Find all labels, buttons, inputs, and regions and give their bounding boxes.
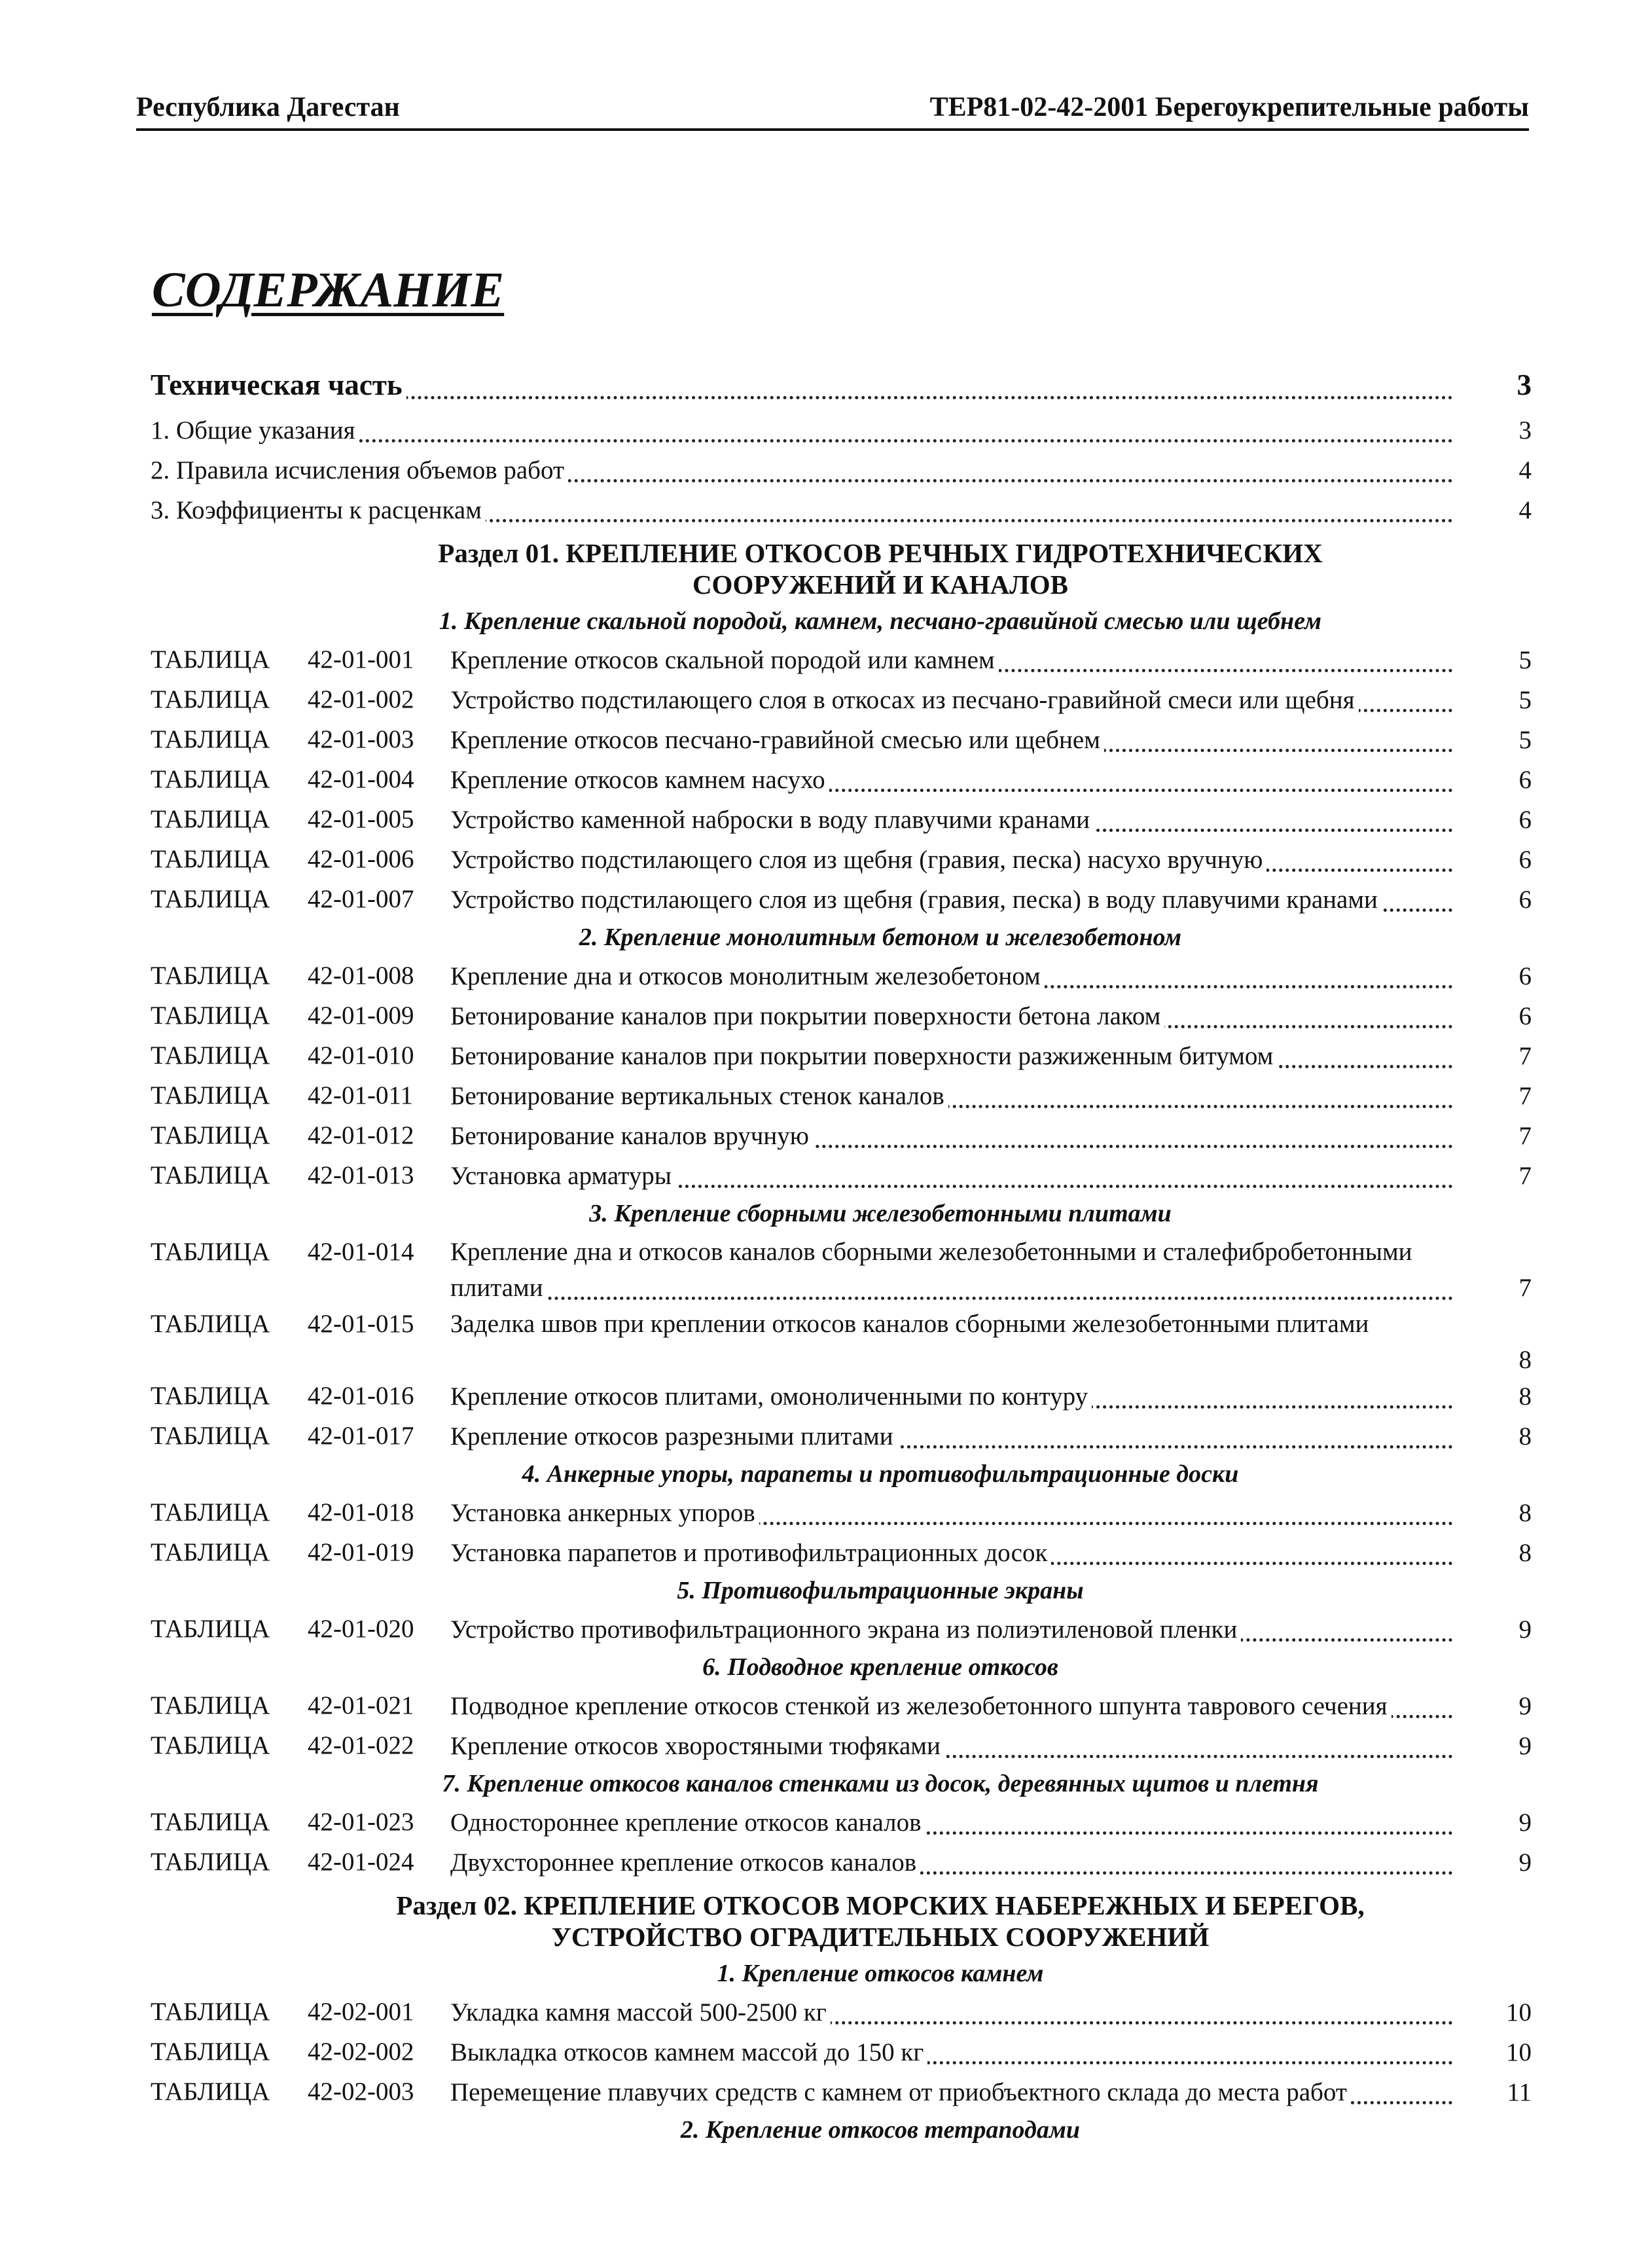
toc-page-number: 10	[1506, 2038, 1532, 2066]
table-label: ТАБЛИЦА	[151, 1121, 270, 1149]
table-label: ТАБЛИЦА	[151, 1382, 270, 1410]
table-code: 42-01-008	[308, 962, 414, 990]
toc-page-number: 4	[1518, 496, 1532, 524]
toc-entry-text: Выкладка откосов камнем массой до 150 кг	[450, 2038, 927, 2067]
header-standard-title: ТЕР81-02-42-2001 Берегоукрепительные работы	[929, 92, 1529, 122]
toc-table-row[interactable]	[151, 1232, 1532, 1304]
toc-table-row[interactable]	[151, 759, 1532, 799]
table-code: 42-02-001	[308, 1998, 414, 2026]
table-label: ТАБЛИЦА	[151, 2038, 270, 2066]
toc-entry-text: Установка парапетов и противофильтрационных досок	[450, 1538, 1051, 1568]
toc-table-row[interactable]	[151, 719, 1532, 759]
table-code: 42-01-019	[308, 1538, 414, 1566]
table-label: ТАБЛИЦА	[151, 1848, 270, 1876]
section-heading-line: СООРУЖЕНИЙ И КАНАЛОВ	[692, 569, 1069, 600]
toc-page-number: 7	[1518, 1274, 1532, 1302]
header-region: Республика Дагестан	[136, 92, 400, 122]
toc-row-rules[interactable]	[151, 450, 1532, 490]
subsection-heading: 6. Подводное крепление откосов	[702, 1653, 1058, 1681]
toc-table-row[interactable]	[151, 1992, 1532, 2032]
toc-page-number: 7	[1518, 1042, 1532, 1070]
toc-page-number: 8	[1518, 1422, 1532, 1450]
section-heading	[151, 1882, 1532, 1955]
table-code: 42-01-010	[308, 1041, 414, 1070]
table-code: 42-01-017	[308, 1422, 414, 1450]
toc-page-number: 7	[1518, 1082, 1532, 1110]
toc-entry-text: Установка арматуры	[450, 1161, 675, 1191]
toc-entry-text: Бетонирование каналов вручную	[450, 1121, 813, 1151]
table-code: 42-01-002	[308, 685, 414, 713]
toc-table-row[interactable]	[151, 839, 1532, 879]
toc-entry-text: Крепление дна и откосов каналов сборными железобетонными и сталефибробетонными	[450, 1238, 1412, 1266]
table-code: 42-01-001	[308, 645, 414, 674]
page-header	[136, 92, 1529, 131]
toc-table-row[interactable]	[151, 1376, 1532, 1416]
toc-table-row[interactable]	[151, 1075, 1532, 1115]
table-code: 42-01-009	[308, 1001, 414, 1030]
subsection-heading: 5. Противофильтрационные экраны	[677, 1577, 1084, 1604]
table-label: ТАБЛИЦА	[151, 765, 270, 793]
table-label: ТАБЛИЦА	[151, 1498, 270, 1526]
toc-page-number: 6	[1518, 962, 1532, 990]
toc-row-technical-part[interactable]	[151, 367, 1532, 410]
toc-entry-text: 3. Коэффициенты к расценкам	[151, 495, 486, 525]
toc-table-row[interactable]	[151, 799, 1532, 839]
table-of-contents	[151, 367, 1532, 2148]
subsection-heading: 7. Крепление откосов каналов стенками из досок, деревянных щитов и плетня	[442, 1770, 1319, 1797]
toc-table-row[interactable]	[151, 1492, 1532, 1532]
section-heading-line: УСТРОЙСТВО ОГРАДИТЕЛЬНЫХ СООРУЖЕНИЙ	[551, 1922, 1210, 1952]
toc-entry-text: Устройство каменной наброски в воду плавучими кранами	[450, 805, 1094, 835]
toc-entry-text: Крепление откосов хворостяными тюфяками	[450, 1731, 944, 1761]
section-heading-line: Раздел 01. КРЕПЛЕНИЕ ОТКОСОВ РЕЧНЫХ ГИДРОТЕХНИЧЕСКИХ	[438, 538, 1323, 568]
toc-entry-text: Устройство подстилающего слоя из щебня (гравия, песка) в воду плавучими кранами	[450, 885, 1382, 914]
toc-page-number: 5	[1518, 726, 1532, 754]
table-label: ТАБЛИЦА	[151, 845, 270, 873]
table-label: ТАБЛИЦА	[151, 2078, 270, 2106]
toc-page-number: 10	[1506, 1998, 1532, 2026]
table-label: ТАБЛИЦА	[151, 1998, 270, 2026]
table-label: ТАБЛИЦА	[151, 1081, 270, 1109]
table-code: 42-01-021	[308, 1691, 414, 1719]
toc-entry-text: Перемещение плавучих средств с камнем от приобъектного склада до места работ	[450, 2078, 1351, 2107]
toc-page-number: 8	[1518, 1539, 1532, 1567]
toc-entry-text: 1. Общие указания	[151, 416, 359, 445]
table-code: 42-01-018	[308, 1498, 414, 1526]
toc-entry-text: Крепление откосов плитами, омоноличенными по контуру	[450, 1382, 1092, 1411]
section-heading-line: Раздел 02. КРЕПЛЕНИЕ ОТКОСОВ МОРСКИХ НАБЕРЕЖНЫХ И БЕРЕГОВ,	[396, 1890, 1365, 1920]
table-code: 42-02-003	[308, 2078, 414, 2106]
toc-table-row[interactable]	[151, 1842, 1532, 1882]
toc-table-row[interactable]	[151, 879, 1532, 919]
toc-table-row[interactable]	[151, 1416, 1532, 1456]
table-code: 42-01-013	[308, 1161, 414, 1189]
table-code: 42-01-020	[308, 1615, 414, 1643]
table-code: 42-01-007	[308, 885, 414, 913]
subsection-heading: 2. Крепление монолитным бетоном и железобетоном	[579, 924, 1182, 951]
toc-entry-text: 2. Правила исчисления объемов работ	[151, 456, 568, 485]
table-label: ТАБЛИЦА	[151, 725, 270, 753]
table-label: ТАБЛИЦА	[151, 1001, 270, 1030]
table-label: ТАБЛИЦА	[151, 1422, 270, 1450]
table-code: 42-01-003	[308, 725, 414, 753]
toc-page-number: 9	[1518, 1692, 1532, 1720]
toc-row-general[interactable]	[151, 410, 1532, 450]
toc-page-number: 5	[1518, 686, 1532, 714]
section-heading	[151, 530, 1532, 603]
toc-table-row[interactable]	[151, 1304, 1532, 1376]
toc-page-number: 8	[1518, 1382, 1532, 1411]
toc-entry-text: Крепление откосов скальной породой или камнем	[450, 645, 999, 675]
subsection-heading: 4. Анкерные упоры, парапеты и противофильтрационные доски	[522, 1460, 1239, 1488]
table-code: 42-01-004	[308, 765, 414, 793]
toc-table-row[interactable]	[151, 1802, 1532, 1842]
toc-table-row[interactable]	[151, 1725, 1532, 1765]
table-label: ТАБЛИЦА	[151, 805, 270, 833]
toc-entry-text: Двухстороннее крепление откосов каналов	[450, 1848, 920, 1877]
toc-table-row[interactable]	[151, 1035, 1532, 1075]
table-label: ТАБЛИЦА	[151, 1538, 270, 1566]
toc-entry-text: Крепление откосов камнем насухо	[450, 765, 829, 795]
toc-page-number: 11	[1507, 2078, 1532, 2106]
toc-page-number: 9	[1518, 1809, 1532, 1837]
page-title: СОДЕРЖАНИЕ	[152, 262, 505, 317]
toc-table-row[interactable]	[151, 1685, 1532, 1725]
toc-entry-text: Устройство подстилающего слоя из щебня (гравия, песка) насухо вручную	[450, 845, 1266, 874]
table-code: 42-01-016	[308, 1382, 414, 1410]
toc-page-number: 8	[1518, 1346, 1532, 1374]
toc-entry-text: Заделка швов при креплении откосов каналов сборными железобетонными плитами	[450, 1310, 1369, 1338]
table-code: 42-01-006	[308, 845, 414, 873]
toc-table-row[interactable]	[151, 996, 1532, 1035]
table-label: ТАБЛИЦА	[151, 645, 270, 674]
table-code: 42-01-015	[308, 1310, 414, 1338]
toc-page-number: 9	[1518, 1732, 1532, 1760]
table-label: ТАБЛИЦА	[151, 885, 270, 913]
toc-entry-text: Крепление дна и откосов монолитным железобетоном	[450, 962, 1045, 991]
toc-page-number: 7	[1518, 1162, 1532, 1190]
table-label: ТАБЛИЦА	[151, 1041, 270, 1070]
toc-table-row[interactable]	[151, 1155, 1532, 1195]
toc-page-number: 9	[1518, 1848, 1532, 1877]
toc-entry-text: Бетонирование каналов при покрытии поверхности разжиженным битумом	[450, 1041, 1277, 1071]
toc-page-number: 9	[1518, 1615, 1532, 1644]
subsection-heading: 1. Крепление скальной породой, камнем, песчано-гравийной смесью или щебнем	[439, 607, 1322, 635]
table-label: ТАБЛИЦА	[151, 1691, 270, 1719]
subsection-heading: 3. Крепление сборными железобетонными плитами	[589, 1200, 1172, 1227]
toc-entry-text: Крепление откосов песчано-гравийной смесью или щебнем	[450, 725, 1104, 755]
table-label: ТАБЛИЦА	[151, 962, 270, 990]
table-code: 42-02-002	[308, 2038, 414, 2066]
table-code: 42-01-011	[308, 1081, 414, 1109]
subsection-heading: 1. Крепление откосов камнем	[717, 1960, 1044, 1987]
table-label: ТАБЛИЦА	[151, 685, 270, 713]
toc-page-number: 5	[1518, 646, 1532, 674]
toc-page-number: 3	[1518, 416, 1532, 444]
toc-page-number: 6	[1518, 886, 1532, 914]
toc-table-row[interactable]	[151, 956, 1532, 996]
table-label: ТАБЛИЦА	[151, 1161, 270, 1189]
table-label: ТАБЛИЦА	[151, 1615, 270, 1643]
toc-entry-text: Укладка камня массой 500-2500 кг	[450, 1998, 831, 2027]
toc-page-number: 7	[1518, 1122, 1532, 1150]
toc-entry-text: Бетонирование вертикальных стенок каналов	[450, 1081, 948, 1111]
toc-entry-text: Бетонирование каналов при покрытии поверхности бетона лаком	[450, 1001, 1164, 1031]
table-code: 42-01-012	[308, 1121, 414, 1149]
table-code: 42-01-005	[308, 805, 414, 833]
toc-page-number: 6	[1518, 806, 1532, 834]
toc-entry-text-continued: плитами	[450, 1273, 547, 1303]
toc-page-number: 4	[1518, 456, 1532, 484]
toc-entry-text: Установка анкерных упоров	[450, 1498, 759, 1528]
toc-entry-text: Крепление откосов разрезными плитами	[450, 1422, 897, 1451]
toc-entry-text: Подводное крепление откосов стенкой из железобетонного шпунта таврового сечения	[450, 1691, 1392, 1721]
toc-table-row[interactable]	[151, 2032, 1532, 2072]
toc-page-number: 6	[1518, 1002, 1532, 1030]
table-code: 42-01-023	[308, 1808, 414, 1836]
toc-entry-text: Одностороннее крепление откосов каналов	[450, 1808, 925, 1837]
toc-table-row[interactable]	[151, 639, 1532, 679]
subsection-heading: 2. Крепление откосов тетраподами	[680, 2116, 1081, 2144]
toc-page-number: 6	[1518, 846, 1532, 874]
table-label: ТАБЛИЦА	[151, 1310, 270, 1338]
toc-row-coefficients[interactable]	[151, 490, 1532, 530]
toc-table-row[interactable]	[151, 1609, 1532, 1649]
toc-table-row[interactable]	[151, 1532, 1532, 1572]
toc-page-number: 3	[1517, 369, 1532, 401]
table-label: ТАБЛИЦА	[151, 1731, 270, 1759]
toc-page-number: 8	[1518, 1499, 1532, 1527]
table-label: ТАБЛИЦА	[151, 1808, 270, 1836]
table-code: 42-01-022	[308, 1731, 414, 1759]
toc-page-number: 6	[1518, 766, 1532, 794]
table-code: 42-01-014	[308, 1238, 414, 1266]
toc-entry-text: Устройство подстилающего слоя в откосах из песчано-гравийной смеси или щебня	[450, 685, 1359, 715]
toc-entry-text: Техническая часть	[151, 368, 406, 402]
table-code: 42-01-024	[308, 1848, 414, 1876]
toc-table-row[interactable]	[151, 2072, 1532, 2112]
toc-table-row[interactable]	[151, 679, 1532, 719]
toc-entry-text: Устройство противофильтрационного экрана из полиэтиленовой пленки	[450, 1615, 1241, 1644]
toc-table-row[interactable]	[151, 1115, 1532, 1155]
table-label: ТАБЛИЦА	[151, 1238, 270, 1266]
